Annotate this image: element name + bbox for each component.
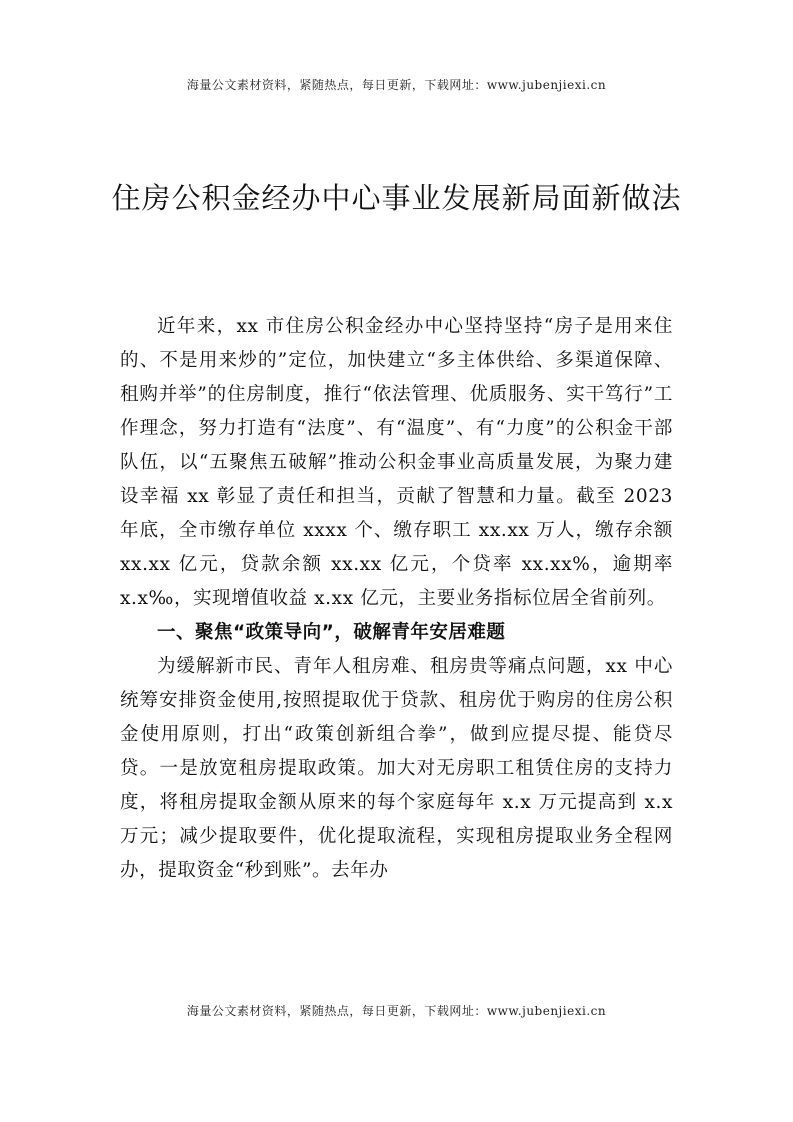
- document-body: [120, 310, 673, 888]
- footer-note: 海量公文素材资料，紧随热点，每日更新，下载网址：www.jubenjiexi.cn: [186, 1004, 607, 1018]
- intro-paragraph: 近年来，xx 市住房公积金经办中心坚持坚持“房子是用来住的、不是用来炒的”定位，加快建立“多主体供给、多渠道保障、租购并举”的住房制度，推行“依法管理、优质服务、实干笃行”工作理念，努力打造有“法度”、有“温度”、有“力度”的公积金干部队伍，以“五聚焦五破解”推动公积金事业高质量发展，为聚力建设幸福 xx 彰显了责任和担当，贡献了智慧和力量。截至 2023 年底，全市缴存单位 xxxx 个、缴存职工 xx.xx 万人，缴存余额 xx.xx 亿元，贷款余额 xx.xx 亿元，个贷率 xx.xx%，逾期率 x.x‰，实现增值收益 x.xx 亿元，主要业务指标位居全省前列。: [120, 316, 673, 609]
- document-title: 住房公积金经办中心事业发展新局面新做法: [111, 181, 682, 215]
- section-heading: 一、聚焦“政策导向”，破解青年安居难题: [157, 622, 506, 643]
- section-paragraph: 为缓解新市民、青年人租房难、租房贵等痛点问题，xx 中心统筹安排资金使用,按照提取优于贷款、租房优于购房的住房公积金使用原则，打出“政策创新组合拳”，做到应提尽提、能贷尽贷。一是放宽租房提取政策。加大对无房职工租赁住房的支持力度，将租房提取金额从原来的每个家庭每年 x.x 万元提高到 x.x 万元；减少提取要件，优化提取流程，实现租房提取业务全程网办，提取资金“秒到账”。去年办: [120, 656, 673, 881]
- header-note: 海量公文素材资料，紧随热点，每日更新，下载网址：www.jubenjiexi.cn: [186, 78, 607, 92]
